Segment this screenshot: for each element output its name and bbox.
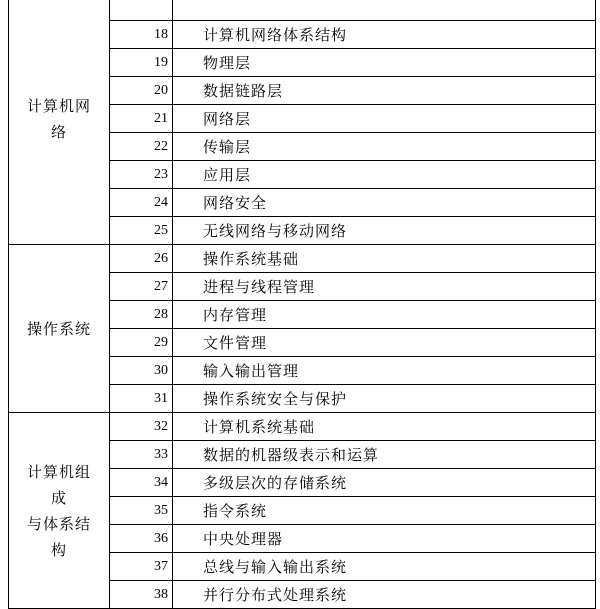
group-name-line: 成: [50, 488, 67, 507]
topic-number: [110, 0, 173, 21]
topic-name: 网络层: [173, 105, 596, 133]
topic-number: 27: [110, 273, 173, 301]
topic-number: 31: [110, 385, 173, 413]
table-row: [9, 0, 596, 21]
topic-number: 38: [110, 581, 173, 609]
group-name-line: 计算机组: [26, 462, 91, 481]
table-row: [9, 413, 596, 441]
group-name-cell: [9, 0, 110, 245]
topic-number: 18: [110, 21, 173, 49]
group-name-line: 与体系结: [26, 514, 91, 533]
topic-number: 37: [110, 553, 173, 581]
topic-number: 34: [110, 469, 173, 497]
group-name-line: 络: [50, 122, 67, 141]
topic-name: 进程与线程管理: [173, 273, 596, 301]
topic-number: 28: [110, 301, 173, 329]
topic-name: 中央处理器: [173, 525, 596, 553]
topic-name: 数据链路层: [173, 77, 596, 105]
topic-name: 操作系统安全与保护: [173, 385, 596, 413]
topic-number: 22: [110, 133, 173, 161]
group-name-line: 操作系统: [26, 319, 91, 338]
topic-name: 指令系统: [173, 497, 596, 525]
syllabus-table: [8, 0, 596, 609]
topic-number: 23: [110, 161, 173, 189]
topic-name: [173, 0, 596, 21]
topic-name: 网络安全: [173, 189, 596, 217]
topic-number: 33: [110, 441, 173, 469]
topic-number: 20: [110, 77, 173, 105]
group-name-line: 计算机网: [26, 96, 91, 115]
topic-name: 无线网络与移动网络: [173, 217, 596, 245]
topic-number: 24: [110, 189, 173, 217]
group-name-cell: [9, 245, 110, 413]
topic-number: 19: [110, 49, 173, 77]
topic-name: 物理层: [173, 49, 596, 77]
topic-number: 25: [110, 217, 173, 245]
topic-number: 35: [110, 497, 173, 525]
topic-name: 数据的机器级表示和运算: [173, 441, 596, 469]
topic-name: 文件管理: [173, 329, 596, 357]
topic-name: 多级层次的存储系统: [173, 469, 596, 497]
topic-number: 36: [110, 525, 173, 553]
topic-name: 应用层: [173, 161, 596, 189]
topic-name: 内存管理: [173, 301, 596, 329]
topic-name: 传输层: [173, 133, 596, 161]
topic-number: 30: [110, 357, 173, 385]
table-row: [9, 245, 596, 273]
topic-number: 32: [110, 413, 173, 441]
topic-name: 计算机网络体系结构: [173, 21, 596, 49]
syllabus-body: [9, 0, 596, 609]
topic-number: 29: [110, 329, 173, 357]
topic-name: 操作系统基础: [173, 245, 596, 273]
topic-number: 21: [110, 105, 173, 133]
group-name-line: 构: [50, 540, 67, 559]
topic-name: 计算机系统基础: [173, 413, 596, 441]
topic-name: 输入输出管理: [173, 357, 596, 385]
group-name-cell: [9, 413, 110, 609]
topic-name: 总线与输入输出系统: [173, 553, 596, 581]
topic-number: 26: [110, 245, 173, 273]
topic-name: 并行分布式处理系统: [173, 581, 596, 609]
